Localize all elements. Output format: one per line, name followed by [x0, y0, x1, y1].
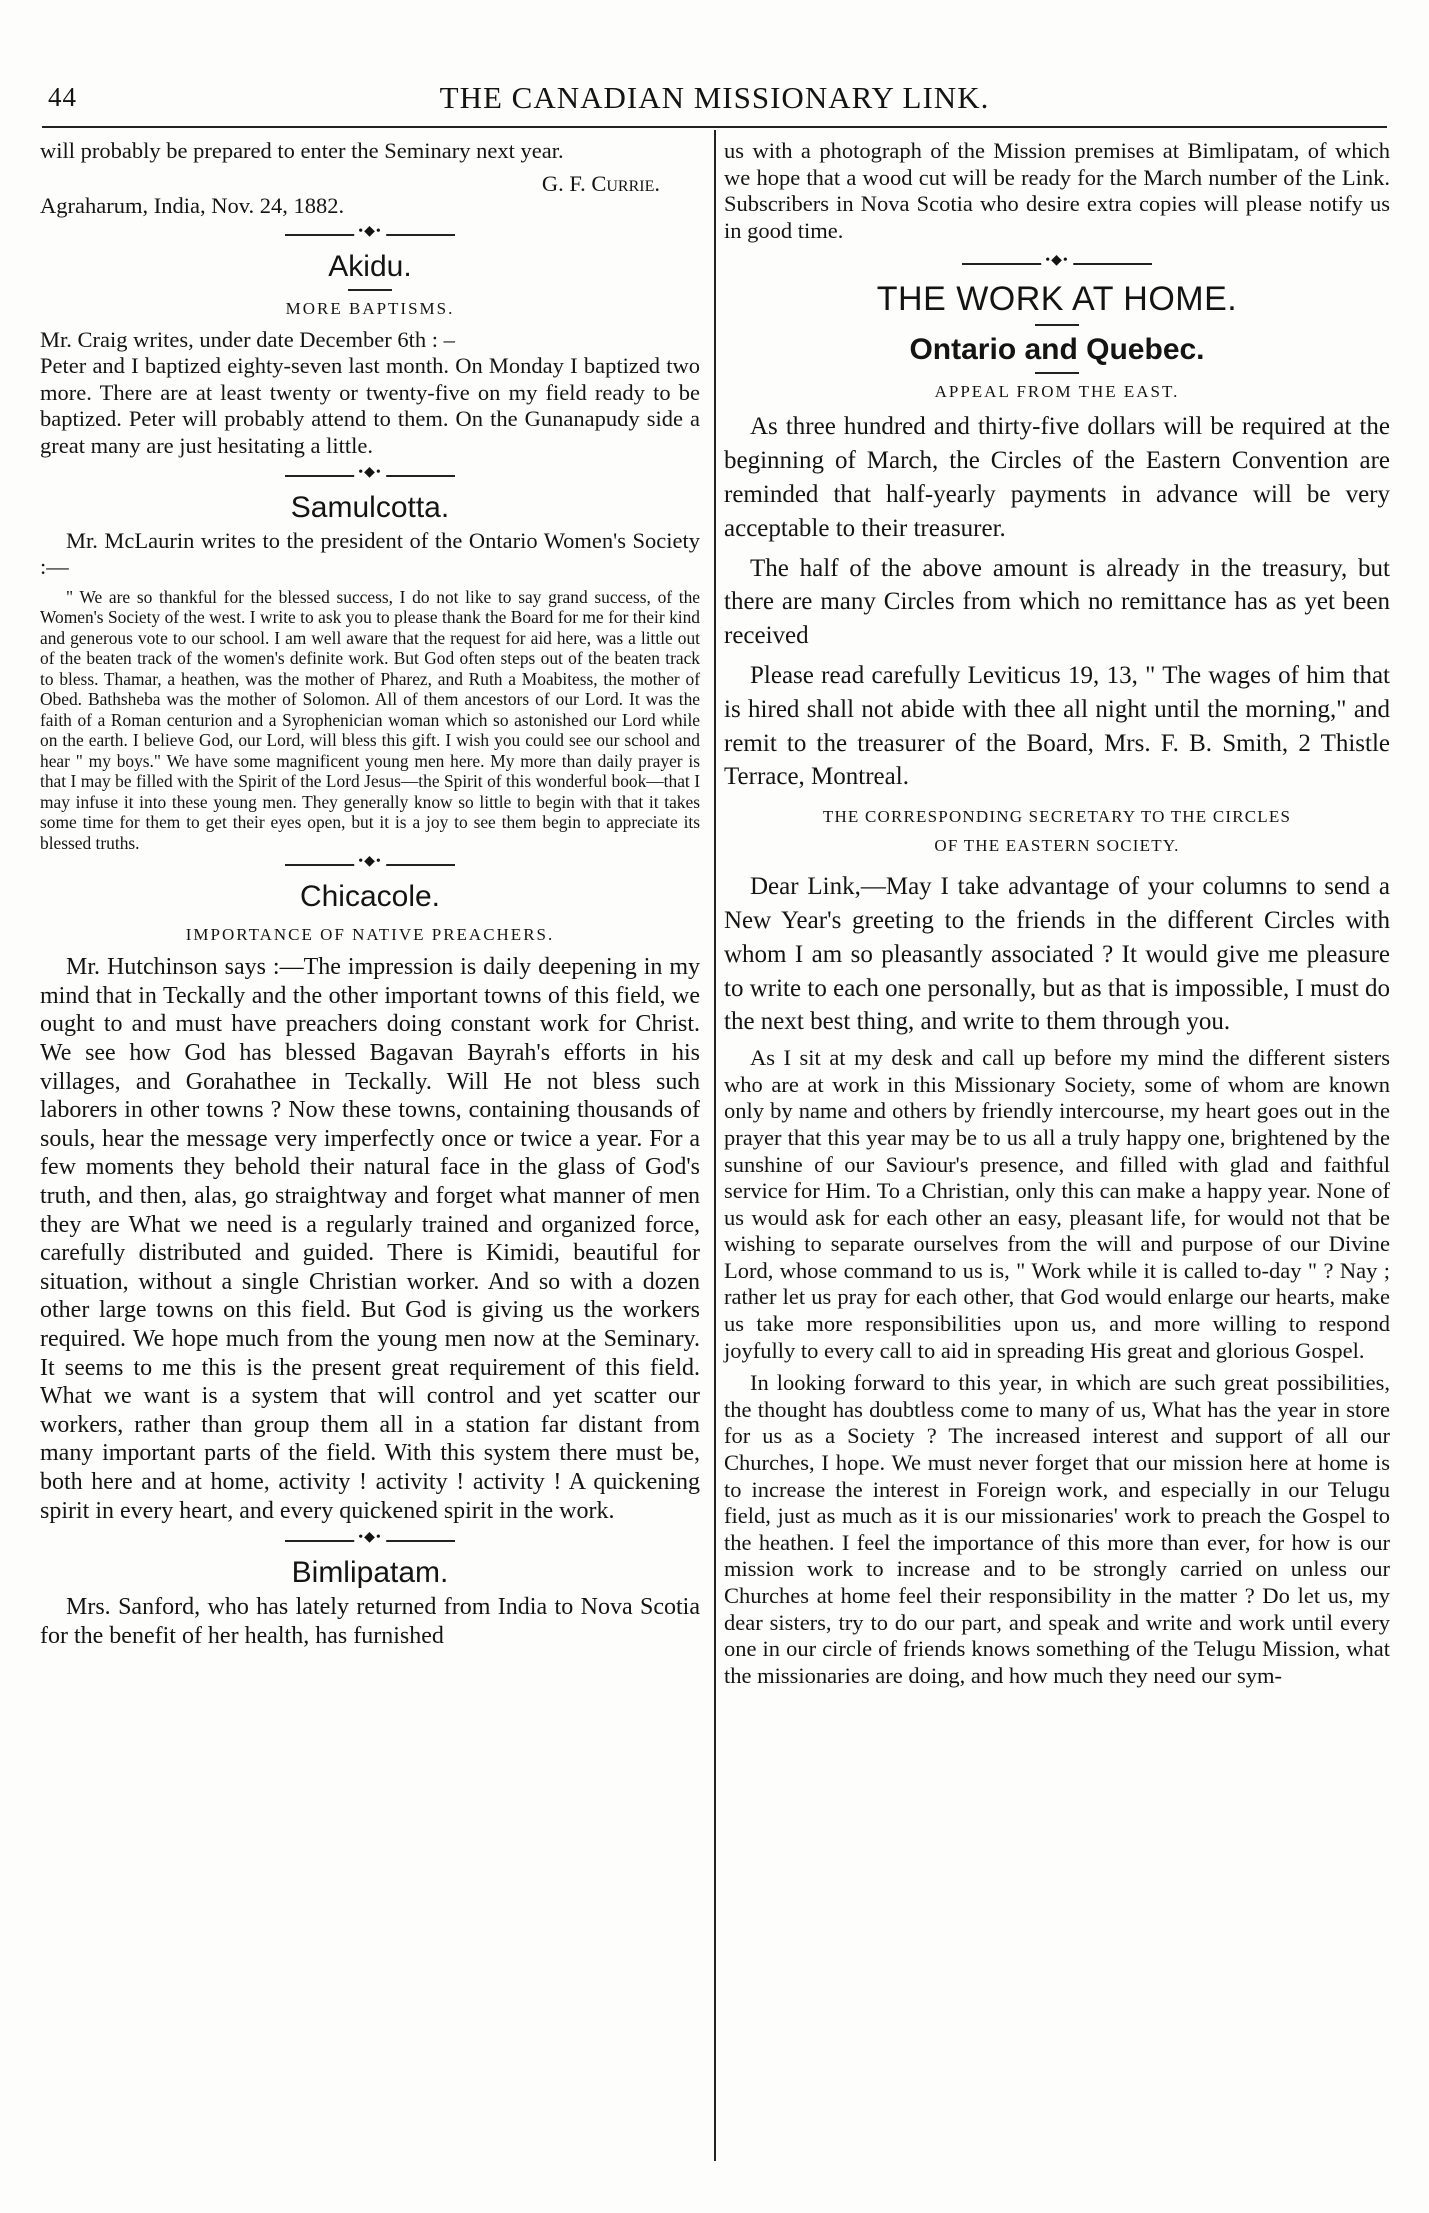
- appeal-paragraph-3: Please read carefully Leviticus 19, 13, " The wages of him that is hired shall not abide with thee all night until the morning," and remit to the treasurer of the Board, Mrs. F. B. Smith, 2 Thistle Terrace, Montreal.: [724, 661, 1390, 791]
- akidu-intro: Mr. Craig writes, under date December 6th : –: [40, 326, 455, 352]
- short-rule: [348, 289, 392, 291]
- ornamental-rule: •◆•: [285, 859, 455, 871]
- appeal-paragraph-1: As three hundred and thirty-five dollars will be required at the beginning of March, the Circles of the Eastern Convention are reminded that half-yearly payments in advance will be very acceptable to their treasurer.: [724, 413, 1390, 542]
- page-number: 44: [48, 82, 77, 112]
- letter-paragraph-3: In looking forward to this year, in which are such great possibilities, the thought has doubtless come to many of us, What has the year in store for us as a Society ? The increased interest and support of all our Churches, I hope. We must never forget that our mission here at home is to increase the interest in Foreign work, and especially in our Telugu field, just as much as it is our missionaries' work to preach the Gospel to the heathen. I feel the importance of this more than ever, for how is our mission work to increase and to be strongly carried on unless our Churches at home feel their responsibility in the matter ? Do let us, my dear sisters, try to do our part, and speak and write and work until every one in our circle of friends knows something of the Telugu Mission, what the missionaries are doing, and how much they need our sym-: [724, 1370, 1390, 1688]
- subhead-more-baptisms: MORE BAPTISMS.: [285, 298, 455, 318]
- short-rule: [1035, 372, 1079, 374]
- right-column: [724, 138, 1390, 1695]
- dateline: Agraharum, India, Nov. 24, 1882.: [40, 192, 345, 218]
- letter-paragraph-2: As I sit at my desk and call up before my mind the different sisters who are at work in this Missionary Society, some of whom are known only by name and others by friendly intercourse, my heart goes out in the prayer that this year may be to us all a truly happy one, brightened by the sunshine of our Saviour's presence, and filled with glad and faithful service for Him. To a Christian, only this can make a happy year. None of us would ask for each other an easy, pleasant life, for would not that be wishing to separate ourselves from the will and purpose of our Divine Lord, whose command to us is, " Work while it is called to-day " ? Nay ; rather let us pray for each other, that God would enlarge our hearts, make us take more responsibilities upon us, and more willing to respond joyfully to every call to aid in spreading His great and glorious Gospel.: [724, 1045, 1390, 1363]
- section-title-samulcotta: Samulcotta.: [290, 490, 450, 524]
- subsection-title-ontario-quebec: Ontario and Quebec.: [909, 333, 1205, 367]
- chicacole-paragraph: Mr. Hutchinson says :—The impression is daily deepening in my mind that in Teckally and the other important towns of this field, we ought to and must have preachers doing constant work for Christ. We see how God has blessed Bagavan Bayrah's efforts in his villages, and Gorahathee in Teckally. Will He not bless such laborers in other towns ? Now these towns, containing thousands of souls, hear the message very imperfectly once or twice a year. For a few moments they behold their natural face in the glass of God's truth, and then, alas, go straightway and forget what manner of men they are What we need is a regularly trained and organized force, carefully distributed and guided. There is Kimidi, beautiful for situation, without a single Christian worker. And so with a dozen other large towns on this field. But God is giving us the workers required. We hope much from the young men now at the Seminary. It seems to me this is the present great requirement of this field. What we want is a system that will control and yet scatter our workers, rather than group them all in a station far distant from many important parts of the field. With this system there must be, both here and at home, activity ! activity ! activity ! A quickening spirit in every heart, and every quickened spirit in the work.: [40, 954, 700, 1524]
- ornamental-rule: •◆•: [285, 470, 455, 482]
- subhead-corresponding-secretary: [724, 802, 1390, 860]
- section-title-akidu: Akidu.: [328, 249, 412, 283]
- bimlipatam-paragraph: Mrs. Sanford, who has lately returned from India to Nova Scotia for the benefit of her health, has furnished: [40, 1594, 700, 1649]
- journal-title: THE CANADIAN MISSIONARY LINK.: [439, 80, 990, 115]
- appeal-paragraph-2: The half of the above amount is already in the treasury, but there are many Circles from which no remittance has as yet been received: [724, 554, 1390, 650]
- column-divider: [714, 130, 716, 2161]
- akidu-paragraph: Peter and I baptized eighty-seven last month. On Monday I baptized two more. There are at least twenty or twenty-five on my field ready to be baptized. Peter will probably attend to them. On the Gunanapudy side a great many are just hesitating a little.: [40, 353, 700, 458]
- subhead-line: OF THE EASTERN SOCIETY.: [934, 836, 1180, 856]
- intro-paragraph: will probably be prepared to enter the Seminary next year.: [40, 138, 564, 163]
- continuation-paragraph: us with a photograph of the Mission premises at Bimlipatam, of which we hope that a wood cut will be ready for the March number of the Link. Subscribers in Nova Scotia who desire extra copies will please notify us in good time.: [724, 138, 1390, 243]
- section-title-chicacole: Chicacole.: [299, 880, 441, 914]
- section-title-work-at-home: THE WORK AT HOME.: [876, 280, 1238, 319]
- ornamental-rule: •◆•: [285, 1535, 455, 1547]
- page-header: [40, 78, 1389, 122]
- samulcotta-intro: Mr. McLaurin writes to the president of the Ontario Women's Society :—: [40, 527, 700, 580]
- left-column: [40, 138, 700, 1656]
- header-rule: [42, 126, 1387, 128]
- subhead-line: THE CORRESPONDING SECRETARY TO THE CIRCLES: [822, 807, 1292, 827]
- ornamental-rule: •◆•: [285, 229, 455, 241]
- subhead-native-preachers: IMPORTANCE OF NATIVE PREACHERS.: [185, 925, 555, 945]
- signature: G. F. Currie.: [541, 170, 660, 196]
- ornamental-rule: •◆•: [962, 258, 1152, 270]
- samulcotta-quote: " We are so thankful for the blessed success, I do not like to say grand success, of the Women's Society of the west. I write to ask you to please thank the Board for me for their kind and generous vote to our school. I am well aware that the request for aid here, was a little out of the beaten track of the women's definite work. But God often steps out of the beaten track to bless. Thamar, a heathen, was the mother of Pharez, and Ruth a Moabitess, the mother of Obed. Bathsheba was the mother of Solomon. All of them ancestors of our Lord. It was the faith of a Roman centurion and a Syrophenician woman which so astonished our Lord while on the earth. I believe God, our Lord, will bless this gift. I wish you could see our school and hear " my boys." We have some magnificent young men here. My more than daily prayer is that I may be filled with the Spirit of the Lord Jesus—the Spirit of this wonderful book—that I may infuse it into these young men. They generally know so little to begin with that it takes some time for them to get their eyes open, but it is a joy to see them begin to appreciate its blessed truths.: [40, 586, 700, 853]
- short-rule: [1035, 324, 1079, 326]
- letter-paragraph-1: Dear Link,—May I take advantage of your columns to send a New Year's greeting to the friends in the different Circles with whom I am so pleasantly associated ? It would give me pleasure to write to each one personally, but as that is impossible, I must do the next best thing, and write to them through you.: [724, 873, 1390, 1036]
- subhead-appeal-from-east: APPEAL FROM THE EAST.: [934, 382, 1180, 402]
- section-title-bimlipatam: Bimlipatam.: [291, 1556, 449, 1590]
